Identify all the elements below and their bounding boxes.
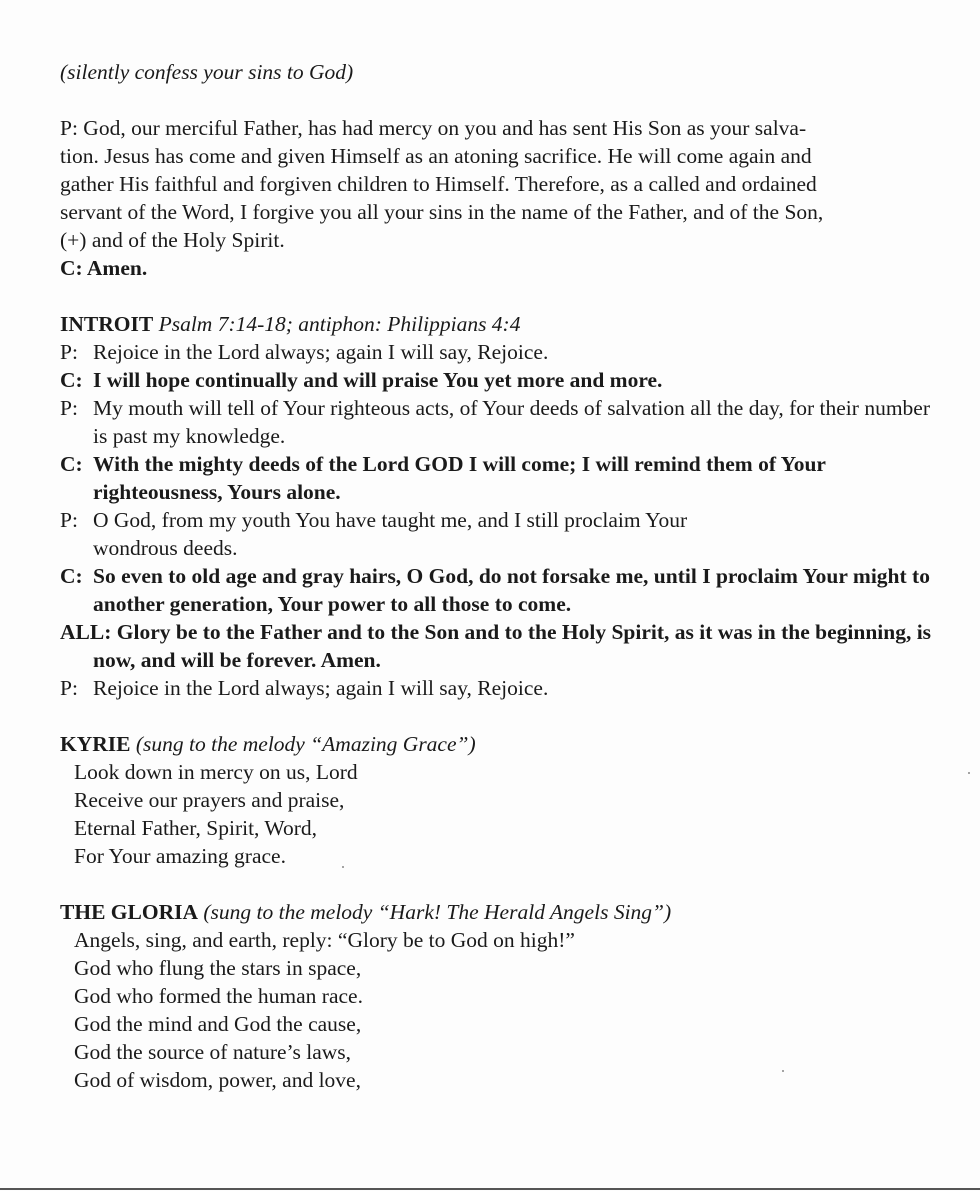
absolution-line: servant of the Word, I forgive you all your sins in the name of the Father, and of the Son, bbox=[60, 200, 824, 224]
lyric-line: Look down in mercy on us, Lord bbox=[74, 760, 358, 784]
introit-reference: Psalm 7:14-18; antiphon: Philippians 4:4 bbox=[158, 312, 521, 336]
introit-exchange bbox=[60, 366, 940, 394]
lyric-line: God of wisdom, power, and love, bbox=[74, 1068, 361, 1092]
introit-exchange bbox=[60, 562, 940, 618]
kyrie-lyrics bbox=[60, 758, 940, 870]
introit-title: INTROIT bbox=[60, 312, 154, 336]
lyric-line: For Your amazing grace. bbox=[74, 844, 286, 868]
absolution-paragraph bbox=[60, 114, 940, 254]
scan-speck bbox=[342, 866, 344, 868]
gloria-lyrics bbox=[60, 926, 940, 1094]
speaker-label: C: bbox=[60, 368, 83, 392]
scan-speck bbox=[968, 772, 970, 774]
introit-exchange bbox=[60, 338, 940, 366]
lyric-line: God who formed the human race. bbox=[74, 984, 363, 1008]
speaker-label: C: bbox=[60, 564, 83, 588]
confession-response bbox=[60, 254, 940, 282]
absolution-line: P: God, our merciful Father, has had mercy on you and has sent His Son as your salva- bbox=[60, 116, 807, 140]
exchange-text: Rejoice in the Lord always; again I will say, Rejoice. bbox=[93, 340, 549, 364]
gloria-note: (sung to the melody “Hark! The Herald Angels Sing”) bbox=[203, 900, 672, 924]
absolution-line: (+) and of the Holy Spirit. bbox=[60, 228, 285, 252]
speaker-label: P: bbox=[60, 340, 78, 364]
gloria-title: THE GLORIA bbox=[60, 900, 198, 924]
confession-instruction: (silently confess your sins to God) bbox=[60, 60, 354, 84]
kyrie-note: (sung to the melody “Amazing Grace”) bbox=[135, 732, 476, 756]
lyric-line: God who flung the stars in space, bbox=[74, 956, 362, 980]
speaker-label: P: bbox=[60, 676, 78, 700]
lyric-line: Eternal Father, Spirit, Word, bbox=[74, 816, 318, 840]
page-bottom-edge bbox=[0, 1188, 980, 1190]
kyrie-title: KYRIE bbox=[60, 732, 131, 756]
speaker-label: P: bbox=[60, 508, 78, 532]
lyric-line: Angels, sing, and earth, reply: “Glory be to God on high!” bbox=[74, 928, 575, 952]
response-speaker: C: bbox=[60, 256, 83, 280]
lyric-line: Receive our prayers and praise, bbox=[74, 788, 345, 812]
speaker-label: P: bbox=[60, 396, 78, 420]
introit-exchange bbox=[60, 674, 940, 702]
kyrie-heading bbox=[60, 730, 940, 758]
bulletin-page bbox=[60, 58, 940, 1094]
exchange-text: My mouth will tell of Your righteous acts, of Your deeds of salvation all the day, for their number is past my knowledge. bbox=[93, 396, 930, 448]
absolution-line: tion. Jesus has come and given Himself as an atoning sacrifice. He will come again and bbox=[60, 144, 812, 168]
lyric-line: God the source of nature’s laws, bbox=[74, 1040, 352, 1064]
introit-heading bbox=[60, 310, 940, 338]
exchange-text: O God, from my youth You have taught me, and I still proclaim Your wondrous deeds. bbox=[93, 508, 688, 560]
absolution-line: gather His faithful and forgiven children to Himself. Therefore, as a called and ordained bbox=[60, 172, 817, 196]
lyric-line: God the mind and God the cause, bbox=[74, 1012, 362, 1036]
speaker-label: C: bbox=[60, 452, 83, 476]
gloria-heading bbox=[60, 898, 940, 926]
speaker-label: ALL: bbox=[60, 620, 112, 644]
exchange-text: With the mighty deeds of the Lord GOD I will come; I will remind them of Your righteousness, Yours alone. bbox=[93, 452, 826, 504]
response-text: Amen. bbox=[86, 256, 148, 280]
introit-exchange bbox=[60, 450, 940, 506]
introit-exchange-all bbox=[60, 618, 940, 674]
exchange-text: Rejoice in the Lord always; again I will say, Rejoice. bbox=[93, 676, 549, 700]
exchange-text: So even to old age and gray hairs, O God, do not forsake me, until I proclaim Your might to another generation, Your power to all those to come. bbox=[93, 564, 930, 616]
exchange-text: Glory be to the Father and to the Son and to the Holy Spirit, as it was in the beginning, is now, and will be forever. Amen. bbox=[93, 620, 932, 672]
scan-speck bbox=[782, 1070, 784, 1072]
exchange-text: I will hope continually and will praise You yet more and more. bbox=[93, 368, 663, 392]
introit-exchange bbox=[60, 506, 940, 562]
introit-exchange bbox=[60, 394, 940, 450]
